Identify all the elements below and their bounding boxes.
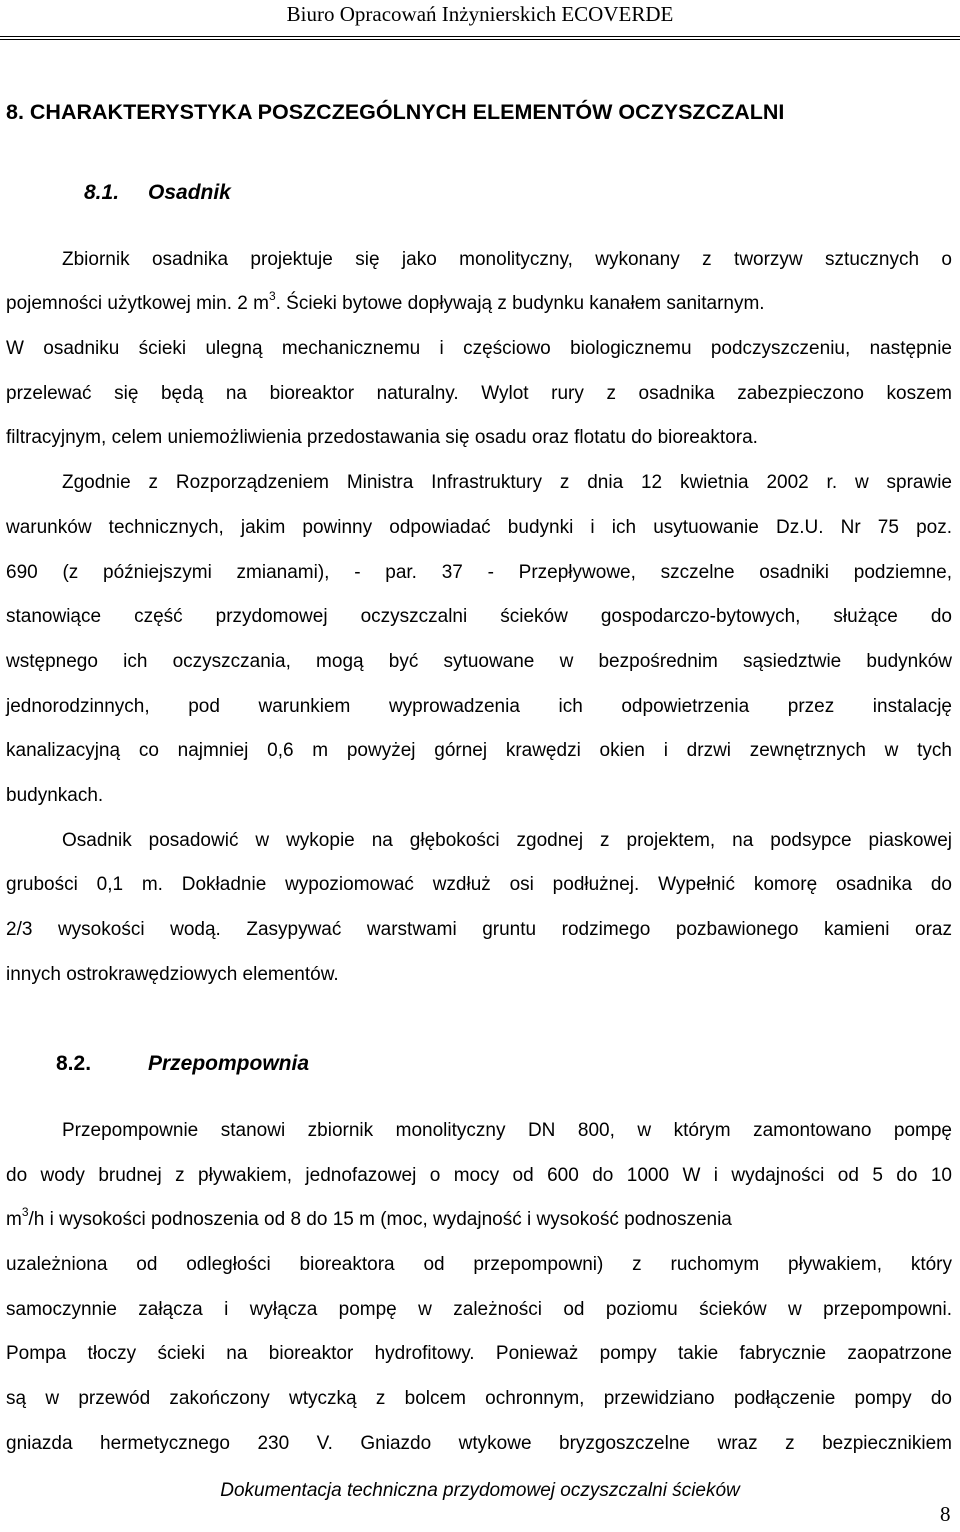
paragraph-line: do wody brudnej z pływakiem, jednofazowej o mocy od 600 do 1000 W i wydajności od 5 do 10 xyxy=(6,1165,952,1186)
document-header-title: Biuro Opracowań Inżynierskich ECOVERDE xyxy=(286,2,674,26)
paragraph-line: uzależniona od odległości bioreaktora od przepompowni) z ruchomym pływakiem, który xyxy=(6,1254,952,1275)
paragraph-line: kanalizacyjną co najmniej 0,6 m powyżej górnej krawędzi okien i drzwi zewnętrznych w tych xyxy=(6,740,952,761)
paragraph-line: filtracyjnym, celem uniemożliwienia przedostawania się osadu oraz flotatu do bioreaktora. xyxy=(6,427,758,448)
paragraph-line: innych ostrokrawędziowych elementów. xyxy=(6,964,339,985)
paragraph-line: 2/3 wysokości wodą. Zasypywać warstwami gruntu rodzimego pozbawionego kamieni oraz xyxy=(6,919,952,940)
paragraph-line: Pompa tłoczy ścieki na bioreaktor hydrofitowy. Ponieważ pompy takie fabrycznie zaopatrzone xyxy=(6,1343,952,1364)
paragraph-line: są w przewód zakończony wtyczką z bolcem ochronnym, przewidziano podłączenie pompy do xyxy=(6,1388,952,1409)
paragraph-line: wstępnego ich oczyszczania, mogą być sytuowane w bezpośrednim sąsiedztwie budynków xyxy=(6,651,952,672)
paragraph-line: Zgodnie z Rozporządzeniem Ministra Infrastruktury z dnia 12 kwietnia 2002 r. w sprawie xyxy=(62,472,952,493)
text-run: pojemności użytkowej min. 2 m xyxy=(6,293,269,314)
header-rule xyxy=(0,36,960,37)
text-run: . Ścieki bytowe dopływają z budynku kanałem sanitarnym. xyxy=(275,293,765,314)
paragraph-line: warunków technicznych, jakim powinny odpowiadać budynki i ich usytuowanie Dz.U. Nr 75 poz. xyxy=(6,517,952,538)
footer-text: Dokumentacja techniczna przydomowej oczyszczalni ścieków xyxy=(220,1480,740,1501)
superscript: 3 xyxy=(21,1205,29,1219)
paragraph-line: jednorodzinnych, pod warunkiem wyprowadzenia ich odpowietrzenia przez instalację xyxy=(6,696,952,717)
paragraph-line: Zbiornik osadnika projektuje się jako monolityczny, wykonany z tworzyw sztucznych o xyxy=(62,249,952,270)
header-rule-second xyxy=(0,39,960,40)
paragraph-line: grubości 0,1 m. Dokładnie wypoziomować wzdłuż osi podłużnej. Wypełnić komorę osadnika do xyxy=(6,874,952,895)
paragraph-line: samoczynnie załącza i wyłącza pompę w zależności od poziomu ścieków w przepompowni. xyxy=(6,1299,952,1320)
subsection-number: 8.1. xyxy=(84,181,120,204)
paragraph-line: W osadniku ścieki ulegną mechanicznemu i częściowo biologicznemu podczyszczeniu, następnie xyxy=(6,338,952,359)
subsection-title: Przepompownia xyxy=(148,1052,310,1075)
paragraph-line: przelewać się będą na bioreaktor naturalny. Wylot rury z osadnika zabezpieczono koszem xyxy=(6,383,952,404)
section-heading: 8. CHARAKTERYSTYKA POSZCZEGÓLNYCH ELEMENTÓW OCZYSZCZALNI xyxy=(6,100,785,124)
subsection-title: Osadnik xyxy=(148,181,231,204)
superscript: 3 xyxy=(268,289,276,303)
text-run: m xyxy=(6,1209,22,1230)
paragraph-line: gniazda hermetycznego 230 V. Gniazdo wtykowe bryzgoszczelne wraz z bezpiecznikiem xyxy=(6,1433,952,1454)
paragraph-line: 690 (z późniejszymi zmianami), - par. 37 - Przepływowe, szczelne osadniki podziemne, xyxy=(6,562,952,583)
page-number: 8 xyxy=(940,1502,951,1526)
paragraph-line: stanowiące część przydomowej oczyszczalni ścieków gospodarczo-bytowych, służące do xyxy=(6,606,952,627)
paragraph-line: Przepompownie stanowi zbiornik monolityczny DN 800, w którym zamontowano pompę xyxy=(62,1120,952,1141)
subsection-number: 8.2. xyxy=(56,1052,92,1075)
paragraph-line xyxy=(6,1205,952,1231)
text-run: /h i wysokości podnoszenia od 8 do 15 m (moc, wydajność i wysokość podnoszenia xyxy=(28,1209,732,1230)
paragraph-line: budynkach. xyxy=(6,785,104,806)
paragraph-line xyxy=(6,289,952,315)
paragraph-line: Osadnik posadowić w wykopie na głębokości zgodnej z projektem, na podsypce piaskowej xyxy=(62,830,952,851)
